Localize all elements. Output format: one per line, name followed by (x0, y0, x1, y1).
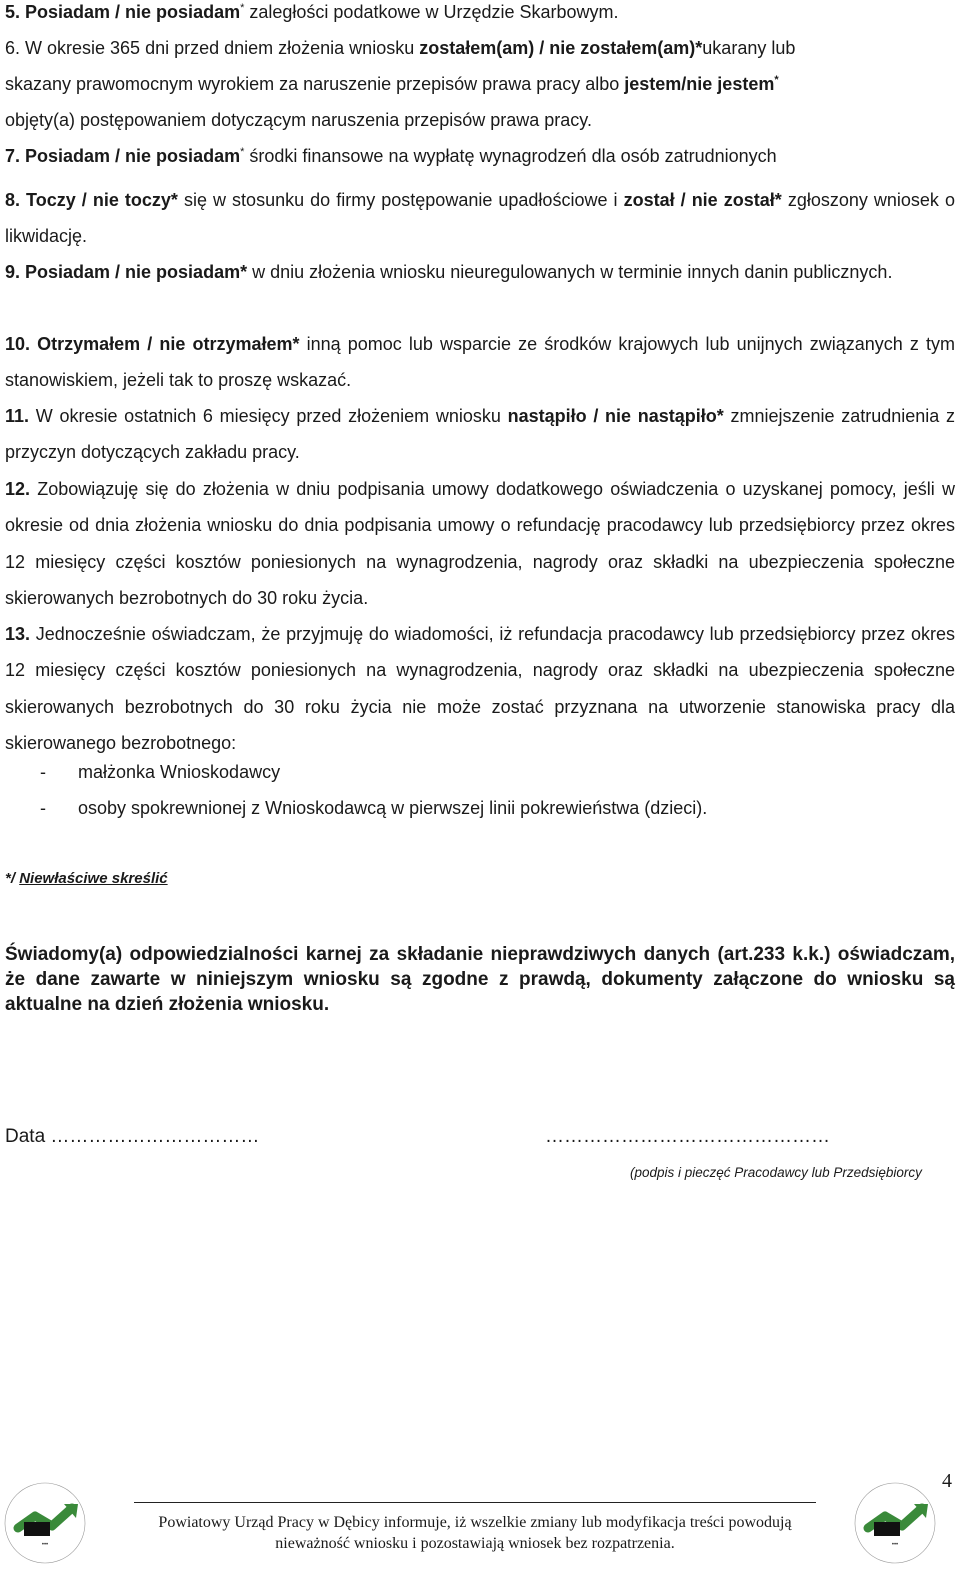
item-8-bold-a: 8. Toczy / nie toczy* (5, 190, 178, 210)
item-7-bold: Posiadam / nie posiadam (25, 146, 241, 166)
item-11-bold: nastąpiło / nie nastąpiło* (507, 406, 724, 426)
svg-text:•••: ••• (41, 1542, 49, 1548)
footer-divider (134, 1502, 816, 1503)
footnote-marker: */ (5, 870, 20, 887)
list-item (5, 798, 955, 826)
item-12 (5, 471, 955, 616)
item-11-text-a: W okresie ostatnich 6 miesięcy przed złożeniem wniosku (35, 406, 508, 426)
item-9 (5, 254, 955, 290)
list-dash: - (40, 798, 46, 818)
footnote-text: Niewłaściwe skreślić (19, 870, 168, 887)
item-5 (5, 2, 955, 23)
asterisk: * (240, 146, 245, 158)
item-6-line-1 (5, 38, 955, 59)
item-6-text-a: 6. W okresie 365 dni przed dniem złożenia wniosku (5, 38, 420, 58)
page-number: 4 (942, 1470, 952, 1492)
item-6-text-d: objęty(a) postępowaniem dotyczącym naruszenia przepisów prawa pracy. (5, 110, 592, 130)
item-10-text: inną pomoc lub wsparcie ze środków krajowych lub unijnych związanych z tym stanowiskiem, jeżeli tak to proszę wskazać. (5, 334, 955, 390)
item-6-text-b: ukarany lub (702, 38, 796, 58)
list-item (5, 762, 955, 790)
item-8 (5, 182, 955, 254)
svg-text:•••: ••• (891, 1542, 899, 1548)
item-5-bold: Posiadam / nie posiadam (25, 2, 241, 22)
item-9-text: w dniu złożenia wniosku nieuregulowanych w terminie innych danin publicznych. (247, 262, 893, 282)
item-7-text: środki finansowe na wypłatę wynagrodzeń dla osób zatrudnionych (244, 146, 777, 166)
footer-notice (105, 1512, 845, 1554)
item-6-bold-b: jestem/nie jestem (624, 74, 775, 94)
item-5-number: 5. (5, 2, 26, 22)
item-6-line-2 (5, 74, 955, 95)
signature-field: ……………………………………… (545, 1126, 830, 1147)
footer-line-1: Powiatowy Urząd Pracy w Dębicy informuje, iż wszelkie zmiany lub modyfikacja treści powodują (158, 1514, 792, 1531)
list-dash: - (40, 762, 46, 782)
item-8-bold-b: został / nie został* (623, 190, 782, 210)
list-item-text: osoby spokrewnionej z Wnioskodawcą w pierwszej linii pokrewieństwa (dzieci). (78, 798, 708, 818)
item-6-line-3 (5, 110, 955, 131)
item-13-number: 13. (5, 624, 36, 644)
item-7-number: 7. (5, 146, 26, 166)
asterisk: * (774, 74, 779, 86)
item-8-text-a: się w stosunku do firmy postępowanie upadłościowe i (177, 190, 624, 210)
signature-caption: (podpis i pieczęć Pracodawcy lub Przedsiębiorcy (630, 1165, 922, 1180)
item-11-text-b: zmniejszenie zatrudnienia z przyczyn dotyczących zakładu pracy. (5, 406, 956, 462)
item-13 (5, 616, 955, 761)
item-10 (5, 326, 955, 398)
footnote (5, 870, 168, 887)
asterisk: * (240, 2, 245, 14)
item-6-bold-a: zostałem(am) / nie zostałem(am)* (419, 38, 703, 58)
item-9-bold: 9. Posiadam / nie posiadam* (5, 262, 248, 282)
item-11 (5, 398, 955, 470)
item-12-number: 12. (5, 479, 38, 499)
pup-logo-icon (0, 1478, 90, 1568)
item-13-text: Jednocześnie oświadczam, że przyjmuję do wiadomości, iż refundacja pracodawcy lub przedsiębiorcy przez okres 12 miesięcy części kosztów poniesionych na wynagrodzenia, nagrody oraz składki na ubezpieczenia społeczne skierowanych bezrobotnych do 30 roku życia nie może zostać przyznana na utworzenie stanowiska pracy dla skierowanego bezrobotnego: (5, 624, 955, 753)
item-10-bold: Otrzymałem / nie otrzymałem* (37, 334, 300, 354)
item-12-text: Zobowiązuję się do złożenia w dniu podpisania umowy dodatkowego oświadczenia o uzyskanej pomocy, jeśli w okresie od dnia złożenia wniosku do dnia podpisania umowy o refundację pracodawcy lub przedsiębiorcy przez okres 12 miesięcy części kosztów poniesionych na wynagrodzenia, nagrody oraz składki na ubezpieczenia społeczne skierowanych bezrobotnych do 30 roku życia. (5, 479, 955, 608)
date-field: Data …………………………… (5, 1126, 260, 1147)
footer-line-2: nieważność wniosku i pozostawiają wniosek bez rozpatrzenia. (275, 1535, 675, 1552)
item-6-text-c: skazany prawomocnym wyrokiem za naruszenie przepisów prawa pracy albo (5, 74, 625, 94)
item-5-text: zaległości podatkowe w Urzędzie Skarbowym. (244, 2, 619, 22)
pup-logo-icon (850, 1478, 940, 1568)
liability-statement: Świadomy(a) odpowiedzialności karnej za składanie nieprawdziwych danych (art.233 k.k.) oświadczam, że dane zawarte w niniejszym wniosku są zgodne z prawdą, dokumenty załączone do wniosku są aktualne na dzień złożenia wniosku. (5, 944, 955, 1015)
item-10-number: 10. (5, 334, 38, 354)
list-item-text: małżonka Wnioskodawcy (78, 762, 281, 782)
item-11-number: 11. (5, 406, 36, 426)
item-7 (5, 146, 955, 167)
item-8-text-b: zgłoszony wniosek o likwidację. (5, 190, 955, 246)
